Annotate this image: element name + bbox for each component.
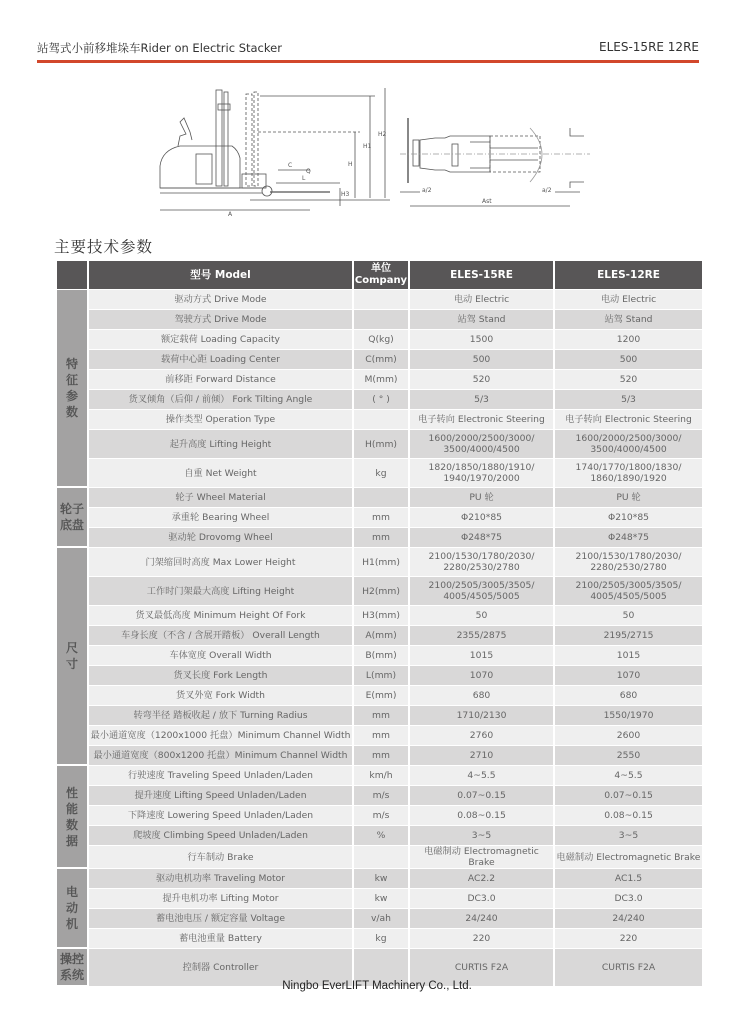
svg-text:Q: Q bbox=[306, 168, 311, 175]
table-row bbox=[57, 929, 702, 949]
row-value-15re: 1070 bbox=[410, 666, 553, 686]
row-label: 最小通道宽度（1200x1000 托盘）Minimum Channel Width bbox=[89, 726, 352, 746]
table-row bbox=[57, 806, 702, 826]
table-row bbox=[57, 577, 702, 606]
table-row bbox=[57, 766, 702, 786]
header-corner bbox=[57, 261, 87, 290]
table-row bbox=[57, 606, 702, 626]
side-view-drawing bbox=[160, 88, 390, 210]
row-label: 控制器 Controller bbox=[89, 949, 352, 987]
row-value-15re: 2100/1530/1780/2030/ 2280/2530/2780 bbox=[410, 548, 553, 577]
row-unit: ( ° ) bbox=[354, 390, 408, 410]
table-row bbox=[57, 290, 702, 310]
row-value-12re: 1070 bbox=[555, 666, 702, 686]
row-value-12re: 1740/1770/1800/1830/ 1860/1890/1920 bbox=[555, 459, 702, 488]
row-value-15re: 1015 bbox=[410, 646, 553, 666]
row-value-12re: 680 bbox=[555, 686, 702, 706]
row-value-15re: 2355/2875 bbox=[410, 626, 553, 646]
table-row bbox=[57, 430, 702, 459]
row-unit bbox=[354, 310, 408, 330]
table-row bbox=[57, 626, 702, 646]
row-unit: C(mm) bbox=[354, 350, 408, 370]
row-value-12re: 电磁制动 Electromagnetic Brake bbox=[555, 846, 702, 869]
row-label: 行车制动 Brake bbox=[89, 846, 352, 869]
row-value-15re: 电子转向 Electronic Steering bbox=[410, 410, 553, 430]
row-unit: H(mm) bbox=[354, 430, 408, 459]
svg-text:H3: H3 bbox=[341, 191, 350, 198]
row-value-15re: CURTIS F2A bbox=[410, 949, 553, 987]
table-row bbox=[57, 706, 702, 726]
row-unit: mm bbox=[354, 746, 408, 766]
row-value-12re: CURTIS F2A bbox=[555, 949, 702, 987]
row-unit: E(mm) bbox=[354, 686, 408, 706]
table-row bbox=[57, 646, 702, 666]
row-value-12re: 3~5 bbox=[555, 826, 702, 846]
row-value-15re: 680 bbox=[410, 686, 553, 706]
row-unit: H2(mm) bbox=[354, 577, 408, 606]
svg-text:H: H bbox=[348, 161, 353, 168]
table-row bbox=[57, 726, 702, 746]
row-unit: km/h bbox=[354, 766, 408, 786]
svg-text:Ast: Ast bbox=[482, 198, 492, 205]
table-row bbox=[57, 350, 702, 370]
row-value-12re: AC1.5 bbox=[555, 869, 702, 889]
table-row bbox=[57, 846, 702, 869]
row-label: 自重 Net Weight bbox=[89, 459, 352, 488]
category-performance: 性能数据 bbox=[57, 766, 87, 869]
row-value-12re: 0.08~0.15 bbox=[555, 806, 702, 826]
row-unit: mm bbox=[354, 706, 408, 726]
row-value-12re: PU 轮 bbox=[555, 488, 702, 508]
row-value-12re: 2600 bbox=[555, 726, 702, 746]
row-label: 转弯半径 踏板收起 / 放下 Turning Radius bbox=[89, 706, 352, 726]
row-label: 额定载荷 Loading Capacity bbox=[89, 330, 352, 350]
row-unit: M(mm) bbox=[354, 370, 408, 390]
row-label: 载荷中心距 Loading Center bbox=[89, 350, 352, 370]
row-value-12re: 220 bbox=[555, 929, 702, 949]
row-value-15re: 5/3 bbox=[410, 390, 553, 410]
row-unit: A(mm) bbox=[354, 626, 408, 646]
row-value-12re: 电子转向 Electronic Steering bbox=[555, 410, 702, 430]
row-value-12re: 1015 bbox=[555, 646, 702, 666]
table-row bbox=[57, 786, 702, 806]
row-label: 货叉倾角（后仰 / 前倾） Fork Tilting Angle bbox=[89, 390, 352, 410]
row-unit bbox=[354, 846, 408, 869]
svg-text:L: L bbox=[302, 175, 306, 182]
row-unit: m/s bbox=[354, 806, 408, 826]
row-value-15re: PU 轮 bbox=[410, 488, 553, 508]
svg-text:H2: H2 bbox=[378, 131, 387, 138]
table-row bbox=[57, 310, 702, 330]
row-label: 货叉最低高度 Minimum Height Of Fork bbox=[89, 606, 352, 626]
row-unit: % bbox=[354, 826, 408, 846]
row-value-15re: 50 bbox=[410, 606, 553, 626]
row-value-15re: 2100/2505/3005/3505/ 4005/4505/5005 bbox=[410, 577, 553, 606]
row-unit: kg bbox=[354, 929, 408, 949]
row-unit: kw bbox=[354, 889, 408, 909]
category-features: 特征参数 bbox=[57, 290, 87, 488]
table-row bbox=[57, 370, 702, 390]
svg-text:H1: H1 bbox=[363, 143, 372, 150]
table-row bbox=[57, 459, 702, 488]
row-label: 行驶速度 Traveling Speed Unladen/Laden bbox=[89, 766, 352, 786]
section-title: 主要技术参数 bbox=[54, 238, 154, 256]
header-model: 型号 Model bbox=[89, 261, 352, 290]
row-value-12re: DC3.0 bbox=[555, 889, 702, 909]
row-value-15re: 电磁制动 Electromagnetic Brake bbox=[410, 846, 553, 869]
row-value-12re: 24/240 bbox=[555, 909, 702, 929]
row-label: 最小通道宽度（800x1200 托盘）Minimum Channel Width bbox=[89, 746, 352, 766]
row-unit: mm bbox=[354, 528, 408, 548]
row-label: 车身长度（不含 / 含展开踏板） Overall Length bbox=[89, 626, 352, 646]
row-value-15re: 2760 bbox=[410, 726, 553, 746]
row-value-15re: 2710 bbox=[410, 746, 553, 766]
row-label: 货叉长度 Fork Length bbox=[89, 666, 352, 686]
row-label: 爬坡度 Climbing Speed Unladen/Laden bbox=[89, 826, 352, 846]
technical-drawing bbox=[150, 88, 620, 228]
spec-table bbox=[55, 261, 704, 987]
row-unit: kw bbox=[354, 869, 408, 889]
table-header-row bbox=[57, 261, 702, 290]
row-unit bbox=[354, 410, 408, 430]
row-unit: L(mm) bbox=[354, 666, 408, 686]
row-value-15re: 1710/2130 bbox=[410, 706, 553, 726]
row-label: 驱动电机功率 Traveling Motor bbox=[89, 869, 352, 889]
row-value-12re: 0.07~0.15 bbox=[555, 786, 702, 806]
table-row bbox=[57, 869, 702, 889]
row-value-15re: DC3.0 bbox=[410, 889, 553, 909]
row-unit: mm bbox=[354, 508, 408, 528]
product-title: 站驾式小前移堆垛车Rider on Electric Stacker bbox=[37, 41, 282, 55]
header-divider bbox=[37, 60, 699, 63]
svg-text:C: C bbox=[288, 162, 293, 169]
row-label: 起升高度 Lifting Height bbox=[89, 430, 352, 459]
row-value-15re: 520 bbox=[410, 370, 553, 390]
row-value-12re: 50 bbox=[555, 606, 702, 626]
category-control-system: 操控系统 bbox=[57, 949, 87, 987]
row-value-15re: 站驾 Stand bbox=[410, 310, 553, 330]
row-unit: H3(mm) bbox=[354, 606, 408, 626]
header-unit: 单位 Company bbox=[354, 261, 408, 290]
category-wheels-chassis: 轮子底盘 bbox=[57, 488, 87, 548]
row-value-12re: 1200 bbox=[555, 330, 702, 350]
row-value-12re: 2100/1530/1780/2030/ 2280/2530/2780 bbox=[555, 548, 702, 577]
svg-text:A: A bbox=[228, 211, 233, 218]
row-value-15re: 3~5 bbox=[410, 826, 553, 846]
row-value-12re: 2100/2505/3005/3505/ 4005/4505/5005 bbox=[555, 577, 702, 606]
table-row bbox=[57, 330, 702, 350]
company-footer: Ningbo EverLIFT Machinery Co., Ltd. bbox=[282, 980, 472, 992]
row-label: 驾驶方式 Drive Mode bbox=[89, 310, 352, 330]
row-value-15re: Φ210*85 bbox=[410, 508, 553, 528]
row-value-15re: 1500 bbox=[410, 330, 553, 350]
table-row bbox=[57, 508, 702, 528]
table-row bbox=[57, 548, 702, 577]
row-label: 操作类型 Operation Type bbox=[89, 410, 352, 430]
row-value-15re: 0.07~0.15 bbox=[410, 786, 553, 806]
row-unit: H1(mm) bbox=[354, 548, 408, 577]
row-unit: m/s bbox=[354, 786, 408, 806]
table-row bbox=[57, 666, 702, 686]
row-value-12re: 站驾 Stand bbox=[555, 310, 702, 330]
table-row bbox=[57, 488, 702, 508]
row-unit bbox=[354, 290, 408, 310]
page-header bbox=[37, 38, 699, 60]
row-label: 货叉外宽 Fork Width bbox=[89, 686, 352, 706]
row-value-15re: 220 bbox=[410, 929, 553, 949]
row-value-12re: 电动 Electric bbox=[555, 290, 702, 310]
row-label: 下降速度 Lowering Speed Unladen/Laden bbox=[89, 806, 352, 826]
row-value-12re: 2550 bbox=[555, 746, 702, 766]
row-label: 承重轮 Bearing Wheel bbox=[89, 508, 352, 528]
row-unit bbox=[354, 488, 408, 508]
row-label: 提升电机功率 Lifting Motor bbox=[89, 889, 352, 909]
row-value-15re: 24/240 bbox=[410, 909, 553, 929]
row-label: 驱动方式 Drive Mode bbox=[89, 290, 352, 310]
row-label: 车体宽度 Overall Width bbox=[89, 646, 352, 666]
row-value-12re: 2195/2715 bbox=[555, 626, 702, 646]
row-label: 轮子 Wheel Material bbox=[89, 488, 352, 508]
row-value-12re: Φ210*85 bbox=[555, 508, 702, 528]
row-value-15re: 4~5.5 bbox=[410, 766, 553, 786]
row-label: 提升速度 Lifting Speed Unladen/Laden bbox=[89, 786, 352, 806]
row-label: 蓄电池重量 Battery bbox=[89, 929, 352, 949]
header-col-15re: ELES-15RE bbox=[410, 261, 553, 290]
table-row bbox=[57, 746, 702, 766]
row-value-15re: AC2.2 bbox=[410, 869, 553, 889]
table-row bbox=[57, 410, 702, 430]
row-value-15re: 0.08~0.15 bbox=[410, 806, 553, 826]
table-row bbox=[57, 686, 702, 706]
row-value-15re: Φ248*75 bbox=[410, 528, 553, 548]
row-label: 驱动轮 Drovomg Wheel bbox=[89, 528, 352, 548]
row-value-15re: 1600/2000/2500/3000/ 3500/4000/4500 bbox=[410, 430, 553, 459]
row-unit: Q(kg) bbox=[354, 330, 408, 350]
row-value-15re: 电动 Electric bbox=[410, 290, 553, 310]
row-unit: kg bbox=[354, 459, 408, 488]
model-codes: ELES-15RE 12RE bbox=[599, 40, 699, 54]
table-row bbox=[57, 889, 702, 909]
row-label: 工作时门架最大高度 Lifting Height bbox=[89, 577, 352, 606]
row-unit: v/ah bbox=[354, 909, 408, 929]
row-value-15re: 1820/1850/1880/1910/ 1940/1970/2000 bbox=[410, 459, 553, 488]
row-value-12re: 5/3 bbox=[555, 390, 702, 410]
row-label: 门架缩回时高度 Max Lower Height bbox=[89, 548, 352, 577]
row-unit: B(mm) bbox=[354, 646, 408, 666]
row-value-12re: 500 bbox=[555, 350, 702, 370]
category-dimensions: 尺寸 bbox=[57, 548, 87, 766]
table-row bbox=[57, 909, 702, 929]
row-label: 前移距 Forward Distance bbox=[89, 370, 352, 390]
row-value-15re: 500 bbox=[410, 350, 553, 370]
row-unit: mm bbox=[354, 726, 408, 746]
svg-text:a/2: a/2 bbox=[422, 187, 432, 194]
svg-text:a/2: a/2 bbox=[542, 187, 552, 194]
row-value-12re: 520 bbox=[555, 370, 702, 390]
row-label: 蓄电池电压 / 额定容量 Voltage bbox=[89, 909, 352, 929]
header-col-12re: ELES-12RE bbox=[555, 261, 702, 290]
table-row bbox=[57, 390, 702, 410]
row-value-12re: 1550/1970 bbox=[555, 706, 702, 726]
row-value-12re: Φ248*75 bbox=[555, 528, 702, 548]
category-motor: 电动机 bbox=[57, 869, 87, 949]
row-value-12re: 1600/2000/2500/3000/ 3500/4000/4500 bbox=[555, 430, 702, 459]
row-value-12re: 4~5.5 bbox=[555, 766, 702, 786]
table-row bbox=[57, 826, 702, 846]
table-row bbox=[57, 528, 702, 548]
